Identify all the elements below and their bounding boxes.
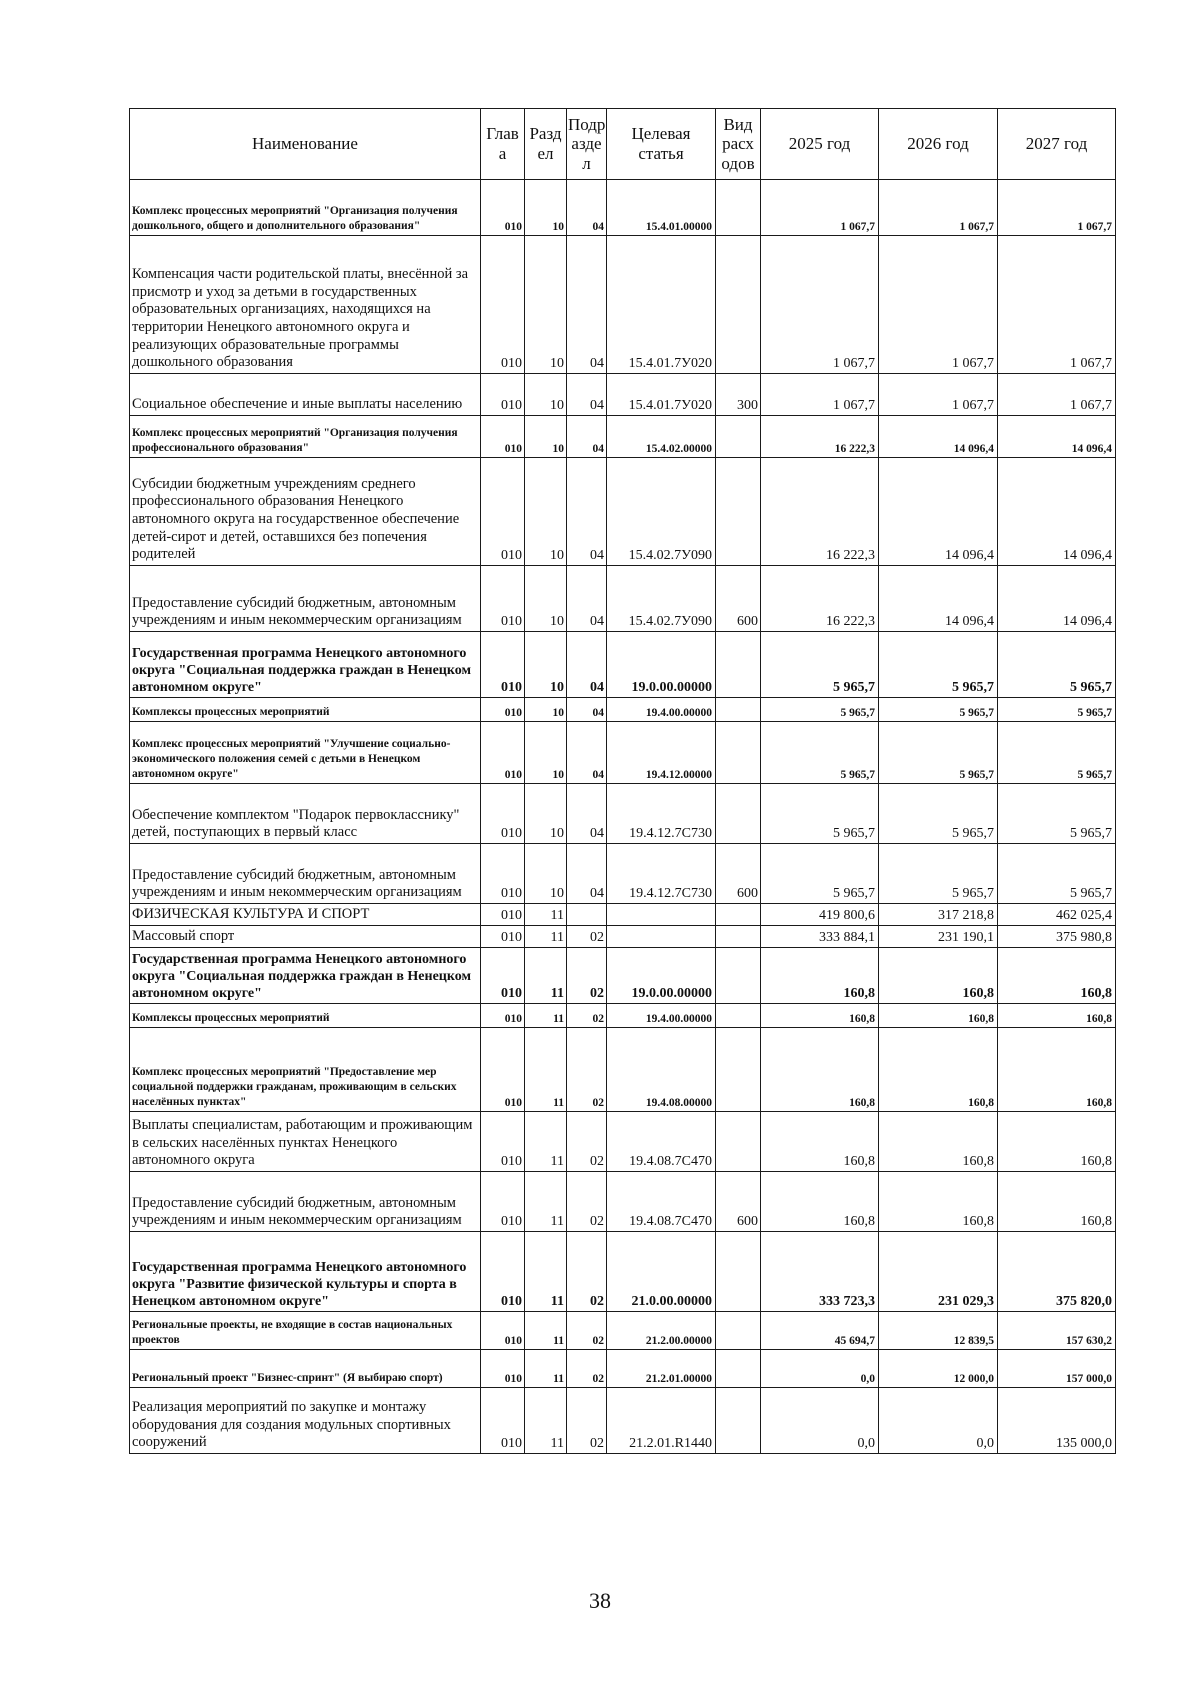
- table-row: [130, 1004, 1116, 1028]
- cell-name: Социальное обеспечение и иные выплаты населению: [130, 374, 481, 416]
- cell-vid: [716, 180, 761, 236]
- cell-2027: 157 630,2: [998, 1312, 1116, 1350]
- table-row: [130, 458, 1116, 566]
- cell-razdel: 11: [525, 1388, 567, 1454]
- cell-glava: 010: [481, 844, 525, 904]
- cell-2026: 5 965,7: [879, 632, 998, 698]
- cell-2027: 160,8: [998, 1112, 1116, 1172]
- cell-glava: 010: [481, 1388, 525, 1454]
- cell-podrazdel: 02: [567, 1312, 607, 1350]
- cell-target: 21.2.01.00000: [607, 1350, 716, 1388]
- cell-2025: 333 723,3: [761, 1232, 879, 1312]
- cell-vid: [716, 904, 761, 926]
- cell-2026: 160,8: [879, 1004, 998, 1028]
- cell-name: Комплекс процессных мероприятий "Организация получения дошкольного, общего и дополнительного образования": [130, 180, 481, 236]
- cell-name: Региональный проект "Бизнес-спринт" (Я выбираю спорт): [130, 1350, 481, 1388]
- cell-glava: 010: [481, 722, 525, 784]
- cell-razdel: 10: [525, 458, 567, 566]
- cell-glava: 010: [481, 632, 525, 698]
- cell-podrazdel: 02: [567, 948, 607, 1004]
- table-row: [130, 1232, 1116, 1312]
- cell-target: 19.4.00.00000: [607, 698, 716, 722]
- cell-glava: 010: [481, 236, 525, 374]
- table-row: [130, 1112, 1116, 1172]
- cell-glava: 010: [481, 566, 525, 632]
- cell-target: 19.0.00.00000: [607, 948, 716, 1004]
- table-row: [130, 784, 1116, 844]
- cell-2027: 5 965,7: [998, 844, 1116, 904]
- cell-podrazdel: 04: [567, 180, 607, 236]
- cell-vid: [716, 722, 761, 784]
- cell-2026: 317 218,8: [879, 904, 998, 926]
- cell-2025: 5 965,7: [761, 632, 879, 698]
- cell-name: Субсидии бюджетным учреждениям среднего профессионального образования Ненецкого автономного округа на государственное обеспечение детей-сирот и детей, оставшихся без попечения родителей: [130, 458, 481, 566]
- table-row: [130, 948, 1116, 1004]
- cell-target: 15.4.01.7У020: [607, 236, 716, 374]
- cell-name: Государственная программа Ненецкого автономного округа "Социальная поддержка граждан в Ненецком автономном округе": [130, 948, 481, 1004]
- cell-2027: 14 096,4: [998, 566, 1116, 632]
- cell-2026: 1 067,7: [879, 374, 998, 416]
- table-row: [130, 416, 1116, 458]
- cell-2027: 160,8: [998, 1004, 1116, 1028]
- cell-2027: 375 820,0: [998, 1232, 1116, 1312]
- cell-razdel: 11: [525, 1232, 567, 1312]
- cell-2026: 14 096,4: [879, 458, 998, 566]
- cell-name: Комплекс процессных мероприятий "Организация получения профессионального образования": [130, 416, 481, 458]
- cell-2025: 16 222,3: [761, 416, 879, 458]
- header-2026: 2026 год: [879, 109, 998, 180]
- cell-razdel: 11: [525, 904, 567, 926]
- table-row: [130, 844, 1116, 904]
- cell-target: 15.4.02.00000: [607, 416, 716, 458]
- page-number: 38: [589, 1588, 611, 1613]
- table-row: [130, 1312, 1116, 1350]
- header-podrazdel: Подр азде л: [567, 109, 607, 180]
- cell-target: [607, 926, 716, 948]
- cell-razdel: 10: [525, 784, 567, 844]
- cell-2026: 5 965,7: [879, 784, 998, 844]
- cell-2025: 5 965,7: [761, 784, 879, 844]
- cell-target: 19.4.12.7С730: [607, 784, 716, 844]
- cell-2025: 0,0: [761, 1388, 879, 1454]
- table-header-row: [130, 109, 1116, 180]
- cell-vid: [716, 698, 761, 722]
- cell-2026: 5 965,7: [879, 722, 998, 784]
- cell-2025: 0,0: [761, 1350, 879, 1388]
- cell-name: Предоставление субсидий бюджетным, автономным учреждениям и иным некоммерческим организациям: [130, 1172, 481, 1232]
- cell-2026: 5 965,7: [879, 698, 998, 722]
- cell-vid: [716, 458, 761, 566]
- cell-glava: 010: [481, 1172, 525, 1232]
- cell-razdel: 11: [525, 1350, 567, 1388]
- cell-podrazdel: 04: [567, 416, 607, 458]
- cell-2027: 1 067,7: [998, 374, 1116, 416]
- cell-podrazdel: 02: [567, 1350, 607, 1388]
- cell-vid: [716, 1004, 761, 1028]
- cell-name: Комплекс процессных мероприятий "Предоставление мер социальной поддержки гражданам, проживающим в сельских населённых пунктах": [130, 1028, 481, 1112]
- cell-2027: 5 965,7: [998, 698, 1116, 722]
- cell-vid: [716, 416, 761, 458]
- cell-name: Региональные проекты, не входящие в состав национальных проектов: [130, 1312, 481, 1350]
- cell-podrazdel: 04: [567, 374, 607, 416]
- cell-2027: 157 000,0: [998, 1350, 1116, 1388]
- table-row: [130, 566, 1116, 632]
- cell-2025: 45 694,7: [761, 1312, 879, 1350]
- cell-2027: 5 965,7: [998, 632, 1116, 698]
- cell-razdel: 10: [525, 844, 567, 904]
- cell-name: Комплекс процессных мероприятий "Улучшение социально-экономического положения семей с детьми в Ненецком автономном округе": [130, 722, 481, 784]
- cell-vid: [716, 1388, 761, 1454]
- cell-2027: 135 000,0: [998, 1388, 1116, 1454]
- cell-glava: 010: [481, 784, 525, 844]
- table-body: [130, 180, 1116, 1454]
- cell-2027: 160,8: [998, 1172, 1116, 1232]
- table-row: [130, 1028, 1116, 1112]
- cell-razdel: 10: [525, 722, 567, 784]
- cell-2025: 333 884,1: [761, 926, 879, 948]
- header-target: Целевая статья: [607, 109, 716, 180]
- cell-podrazdel: 02: [567, 1004, 607, 1028]
- cell-glava: 010: [481, 926, 525, 948]
- cell-2027: 375 980,8: [998, 926, 1116, 948]
- cell-podrazdel: 02: [567, 1388, 607, 1454]
- cell-2025: 160,8: [761, 948, 879, 1004]
- cell-2026: 160,8: [879, 948, 998, 1004]
- cell-target: 21.2.00.00000: [607, 1312, 716, 1350]
- cell-2026: 12 839,5: [879, 1312, 998, 1350]
- cell-razdel: 11: [525, 1112, 567, 1172]
- cell-razdel: 10: [525, 416, 567, 458]
- cell-2027: 14 096,4: [998, 416, 1116, 458]
- cell-2027: 462 025,4: [998, 904, 1116, 926]
- cell-2027: 160,8: [998, 1028, 1116, 1112]
- cell-target: 15.4.01.7У020: [607, 374, 716, 416]
- cell-2025: 5 965,7: [761, 722, 879, 784]
- cell-glava: 010: [481, 374, 525, 416]
- cell-podrazdel: 04: [567, 236, 607, 374]
- cell-2025: 160,8: [761, 1112, 879, 1172]
- table-row: [130, 1350, 1116, 1388]
- cell-2025: 419 800,6: [761, 904, 879, 926]
- header-name: Наименование: [130, 109, 481, 180]
- cell-name: Комплексы процессных мероприятий: [130, 1004, 481, 1028]
- header-razdel: Разд ел: [525, 109, 567, 180]
- cell-vid: 600: [716, 1172, 761, 1232]
- table-row: [130, 236, 1116, 374]
- cell-name: ФИЗИЧЕСКАЯ КУЛЬТУРА И СПОРТ: [130, 904, 481, 926]
- cell-vid: [716, 236, 761, 374]
- cell-razdel: 11: [525, 926, 567, 948]
- cell-vid: [716, 1312, 761, 1350]
- table-row: [130, 926, 1116, 948]
- cell-2025: 160,8: [761, 1172, 879, 1232]
- cell-2025: 1 067,7: [761, 180, 879, 236]
- cell-2026: 160,8: [879, 1028, 998, 1112]
- cell-2027: 1 067,7: [998, 180, 1116, 236]
- cell-name: Комплексы процессных мероприятий: [130, 698, 481, 722]
- cell-target: 19.4.12.00000: [607, 722, 716, 784]
- cell-target: 19.4.00.00000: [607, 1004, 716, 1028]
- cell-target: 15.4.02.7У090: [607, 566, 716, 632]
- budget-table: [129, 108, 1116, 1454]
- cell-2027: 5 965,7: [998, 784, 1116, 844]
- cell-target: [607, 904, 716, 926]
- cell-podrazdel: 02: [567, 1232, 607, 1312]
- cell-target: 19.4.08.00000: [607, 1028, 716, 1112]
- cell-2025: 5 965,7: [761, 698, 879, 722]
- cell-glava: 010: [481, 180, 525, 236]
- cell-2027: 1 067,7: [998, 236, 1116, 374]
- cell-podrazdel: 04: [567, 784, 607, 844]
- cell-name: Массовый спорт: [130, 926, 481, 948]
- cell-vid: [716, 1350, 761, 1388]
- cell-target: 19.4.08.7С470: [607, 1112, 716, 1172]
- cell-razdel: 10: [525, 180, 567, 236]
- cell-glava: 010: [481, 698, 525, 722]
- cell-2025: 16 222,3: [761, 566, 879, 632]
- cell-target: 21.2.01.R1440: [607, 1388, 716, 1454]
- cell-podrazdel: 02: [567, 926, 607, 948]
- cell-glava: 010: [481, 1350, 525, 1388]
- cell-podrazdel: 04: [567, 566, 607, 632]
- cell-razdel: 11: [525, 1004, 567, 1028]
- header-2025: 2025 год: [761, 109, 879, 180]
- cell-2025: 1 067,7: [761, 236, 879, 374]
- cell-podrazdel: 04: [567, 458, 607, 566]
- cell-razdel: 11: [525, 1028, 567, 1112]
- cell-razdel: 10: [525, 566, 567, 632]
- cell-2026: 1 067,7: [879, 180, 998, 236]
- header-glava: Глав а: [481, 109, 525, 180]
- header-vid: Вид расх одов: [716, 109, 761, 180]
- table-row: [130, 1172, 1116, 1232]
- cell-vid: [716, 1232, 761, 1312]
- cell-glava: 010: [481, 416, 525, 458]
- cell-vid: 300: [716, 374, 761, 416]
- table-row: [130, 632, 1116, 698]
- cell-vid: 600: [716, 844, 761, 904]
- cell-2026: 1 067,7: [879, 236, 998, 374]
- cell-glava: 010: [481, 1004, 525, 1028]
- cell-razdel: 11: [525, 1172, 567, 1232]
- cell-podrazdel: 02: [567, 1172, 607, 1232]
- cell-glava: 010: [481, 1112, 525, 1172]
- cell-razdel: 10: [525, 236, 567, 374]
- cell-vid: [716, 948, 761, 1004]
- cell-target: 19.4.12.7С730: [607, 844, 716, 904]
- cell-podrazdel: 04: [567, 844, 607, 904]
- cell-vid: 600: [716, 566, 761, 632]
- cell-podrazdel: 02: [567, 1112, 607, 1172]
- cell-2025: 1 067,7: [761, 374, 879, 416]
- cell-glava: 010: [481, 904, 525, 926]
- cell-name: Государственная программа Ненецкого автономного округа "Социальная поддержка граждан в Ненецком автономном округе": [130, 632, 481, 698]
- cell-target: 15.4.02.7У090: [607, 458, 716, 566]
- cell-2026: 231 190,1: [879, 926, 998, 948]
- cell-2027: 5 965,7: [998, 722, 1116, 784]
- cell-name: Предоставление субсидий бюджетным, автономным учреждениям и иным некоммерческим организациям: [130, 844, 481, 904]
- cell-podrazdel: 02: [567, 1028, 607, 1112]
- table-row: [130, 722, 1116, 784]
- cell-podrazdel: 04: [567, 698, 607, 722]
- cell-razdel: 11: [525, 948, 567, 1004]
- cell-name: Обеспечение комплектом "Подарок первокласснику" детей, поступающих в первый класс: [130, 784, 481, 844]
- cell-glava: 010: [481, 1232, 525, 1312]
- table-row: [130, 904, 1116, 926]
- table-row: [130, 180, 1116, 236]
- cell-name: Государственная программа Ненецкого автономного округа "Развитие физической культуры и спорта в Ненецком автономном округе": [130, 1232, 481, 1312]
- cell-2025: 160,8: [761, 1028, 879, 1112]
- cell-glava: 010: [481, 1312, 525, 1350]
- cell-glava: 010: [481, 1028, 525, 1112]
- cell-name: Компенсация части родительской платы, внесённой за присмотр и уход за детьми в государственных образовательных организациях, находящихся на территории Ненецкого автономного округа и реализующих образовательные программы дошкольного образования: [130, 236, 481, 374]
- cell-target: 19.0.00.00000: [607, 632, 716, 698]
- table-row: [130, 1388, 1116, 1454]
- cell-2026: 160,8: [879, 1112, 998, 1172]
- cell-2026: 160,8: [879, 1172, 998, 1232]
- cell-razdel: 10: [525, 374, 567, 416]
- cell-2025: 16 222,3: [761, 458, 879, 566]
- cell-target: 19.4.08.7С470: [607, 1172, 716, 1232]
- cell-2025: 160,8: [761, 1004, 879, 1028]
- cell-podrazdel: 04: [567, 632, 607, 698]
- cell-target: 15.4.01.00000: [607, 180, 716, 236]
- cell-2027: 14 096,4: [998, 458, 1116, 566]
- cell-name: Выплаты специалистам, работающим и проживающим в сельских населённых пунктах Ненецкого автономного округа: [130, 1112, 481, 1172]
- cell-2026: 12 000,0: [879, 1350, 998, 1388]
- cell-vid: [716, 1028, 761, 1112]
- cell-vid: [716, 632, 761, 698]
- cell-vid: [716, 1112, 761, 1172]
- cell-target: 21.0.00.00000: [607, 1232, 716, 1312]
- cell-razdel: 10: [525, 632, 567, 698]
- cell-2026: 14 096,4: [879, 416, 998, 458]
- header-2027: 2027 год: [998, 109, 1116, 180]
- cell-name: Предоставление субсидий бюджетным, автономным учреждениям и иным некоммерческим организациям: [130, 566, 481, 632]
- cell-razdel: 10: [525, 698, 567, 722]
- cell-glava: 010: [481, 458, 525, 566]
- cell-2025: 5 965,7: [761, 844, 879, 904]
- cell-name: Реализация мероприятий по закупке и монтажу оборудования для создания модульных спортивных сооружений: [130, 1388, 481, 1454]
- cell-vid: [716, 926, 761, 948]
- cell-vid: [716, 784, 761, 844]
- cell-podrazdel: [567, 904, 607, 926]
- cell-razdel: 11: [525, 1312, 567, 1350]
- cell-2026: 5 965,7: [879, 844, 998, 904]
- cell-2026: 231 029,3: [879, 1232, 998, 1312]
- cell-2026: 0,0: [879, 1388, 998, 1454]
- table-row: [130, 698, 1116, 722]
- cell-2027: 160,8: [998, 948, 1116, 1004]
- cell-2026: 14 096,4: [879, 566, 998, 632]
- table-row: [130, 374, 1116, 416]
- cell-podrazdel: 04: [567, 722, 607, 784]
- cell-glava: 010: [481, 948, 525, 1004]
